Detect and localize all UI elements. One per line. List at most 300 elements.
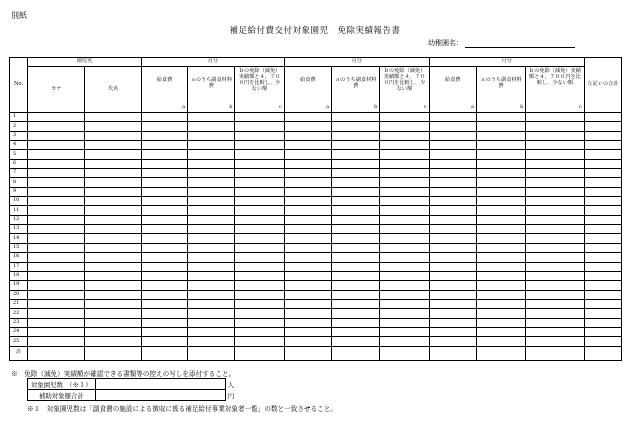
table-cell[interactable]: [332, 178, 380, 187]
table-cell[interactable]: [28, 178, 85, 187]
table-cell[interactable]: [28, 234, 85, 243]
table-cell[interactable]: [188, 262, 235, 271]
table-cell[interactable]: [380, 122, 429, 131]
table-cell[interactable]: [141, 141, 187, 150]
table-cell[interactable]: [526, 113, 584, 122]
table-cell[interactable]: [476, 197, 525, 206]
table-cell[interactable]: [284, 178, 331, 187]
table-cell[interactable]: [141, 262, 187, 271]
table-cell[interactable]: [188, 122, 235, 131]
table-cell[interactable]: [526, 169, 584, 178]
table-cell[interactable]: [141, 197, 187, 206]
table-cell[interactable]: [584, 225, 621, 234]
table-cell[interactable]: [429, 262, 476, 271]
table-cell[interactable]: [235, 197, 284, 206]
table-cell[interactable]: [380, 141, 429, 150]
table-cell[interactable]: [141, 131, 187, 140]
table-cell[interactable]: [476, 141, 525, 150]
table-cell[interactable]: [85, 159, 141, 168]
table-cell[interactable]: [332, 327, 380, 336]
table-cell[interactable]: [380, 281, 429, 290]
table-cell[interactable]: [380, 159, 429, 168]
table-cell[interactable]: [429, 197, 476, 206]
table-cell[interactable]: [188, 318, 235, 327]
table-cell[interactable]: [584, 150, 621, 159]
table-cell[interactable]: [85, 243, 141, 252]
table-cell[interactable]: [476, 206, 525, 215]
table-cell[interactable]: [429, 178, 476, 187]
table-cell[interactable]: [28, 262, 85, 271]
table-cell[interactable]: [380, 253, 429, 262]
table-cell[interactable]: [429, 159, 476, 168]
table-cell[interactable]: [476, 159, 525, 168]
table-cell[interactable]: [141, 122, 187, 131]
table-cell[interactable]: [584, 271, 621, 280]
table-cell[interactable]: [332, 271, 380, 280]
table-cell[interactable]: [476, 327, 525, 336]
table-cell[interactable]: [188, 215, 235, 224]
total-cell[interactable]: [476, 346, 525, 360]
table-cell[interactable]: [380, 187, 429, 196]
table-cell[interactable]: [380, 150, 429, 159]
table-cell[interactable]: [584, 169, 621, 178]
table-cell[interactable]: [332, 318, 380, 327]
table-cell[interactable]: [476, 318, 525, 327]
table-cell[interactable]: [380, 113, 429, 122]
table-cell[interactable]: [332, 262, 380, 271]
table-cell[interactable]: [380, 169, 429, 178]
table-cell[interactable]: [584, 327, 621, 336]
table-cell[interactable]: [476, 113, 525, 122]
table-cell[interactable]: [332, 243, 380, 252]
table-cell[interactable]: [141, 327, 187, 336]
table-cell[interactable]: [332, 159, 380, 168]
table-cell[interactable]: [584, 113, 621, 122]
table-cell[interactable]: [526, 159, 584, 168]
table-cell[interactable]: [235, 318, 284, 327]
table-cell[interactable]: [380, 131, 429, 140]
table-cell[interactable]: [526, 327, 584, 336]
table-cell[interactable]: [584, 253, 621, 262]
table-cell[interactable]: [28, 225, 85, 234]
table-cell[interactable]: [429, 225, 476, 234]
table-cell[interactable]: [476, 271, 525, 280]
table-cell[interactable]: [429, 318, 476, 327]
table-cell[interactable]: [332, 206, 380, 215]
table-cell[interactable]: [380, 262, 429, 271]
table-cell[interactable]: [235, 337, 284, 346]
table-cell[interactable]: [476, 262, 525, 271]
total-cell[interactable]: [235, 346, 284, 360]
table-cell[interactable]: [141, 225, 187, 234]
table-cell[interactable]: [476, 169, 525, 178]
total-cell[interactable]: [141, 346, 187, 360]
table-cell[interactable]: [284, 225, 331, 234]
table-cell[interactable]: [584, 215, 621, 224]
table-cell[interactable]: [85, 281, 141, 290]
table-cell[interactable]: [584, 299, 621, 308]
table-cell[interactable]: [85, 150, 141, 159]
table-cell[interactable]: [85, 337, 141, 346]
table-cell[interactable]: [188, 131, 235, 140]
table-cell[interactable]: [584, 281, 621, 290]
table-cell[interactable]: [141, 159, 187, 168]
table-cell[interactable]: [429, 206, 476, 215]
table-cell[interactable]: [141, 234, 187, 243]
table-cell[interactable]: [584, 159, 621, 168]
table-cell[interactable]: [85, 178, 141, 187]
table-cell[interactable]: [284, 299, 331, 308]
table-cell[interactable]: [476, 187, 525, 196]
table-cell[interactable]: [584, 197, 621, 206]
table-cell[interactable]: [235, 150, 284, 159]
table-cell[interactable]: [235, 159, 284, 168]
table-cell[interactable]: [429, 327, 476, 336]
table-cell[interactable]: [85, 290, 141, 299]
table-cell[interactable]: [584, 337, 621, 346]
kindergarten-name-input-line[interactable]: [465, 38, 575, 48]
table-cell[interactable]: [284, 113, 331, 122]
table-cell[interactable]: [28, 169, 85, 178]
table-cell[interactable]: [188, 225, 235, 234]
table-cell[interactable]: [332, 113, 380, 122]
total-cell[interactable]: [284, 346, 331, 360]
table-cell[interactable]: [85, 215, 141, 224]
table-cell[interactable]: [188, 290, 235, 299]
table-cell[interactable]: [332, 215, 380, 224]
table-cell[interactable]: [526, 122, 584, 131]
table-cell[interactable]: [429, 169, 476, 178]
table-cell[interactable]: [141, 290, 187, 299]
table-cell[interactable]: [235, 299, 284, 308]
table-cell[interactable]: [429, 141, 476, 150]
table-cell[interactable]: [526, 281, 584, 290]
table-cell[interactable]: [584, 309, 621, 318]
table-cell[interactable]: [429, 253, 476, 262]
table-cell[interactable]: [85, 225, 141, 234]
table-cell[interactable]: [584, 141, 621, 150]
table-cell[interactable]: [235, 187, 284, 196]
table-cell[interactable]: [380, 290, 429, 299]
table-cell[interactable]: [235, 169, 284, 178]
table-cell[interactable]: [526, 187, 584, 196]
table-cell[interactable]: [429, 215, 476, 224]
table-cell[interactable]: [526, 141, 584, 150]
table-cell[interactable]: [85, 187, 141, 196]
table-cell[interactable]: [28, 215, 85, 224]
table-cell[interactable]: [476, 253, 525, 262]
table-cell[interactable]: [476, 150, 525, 159]
table-cell[interactable]: [380, 309, 429, 318]
table-cell[interactable]: [284, 187, 331, 196]
table-cell[interactable]: [380, 271, 429, 280]
total-cell[interactable]: [429, 346, 476, 360]
table-cell[interactable]: [284, 150, 331, 159]
table-cell[interactable]: [28, 271, 85, 280]
table-cell[interactable]: [332, 141, 380, 150]
table-cell[interactable]: [526, 225, 584, 234]
table-cell[interactable]: [526, 309, 584, 318]
table-cell[interactable]: [235, 141, 284, 150]
table-cell[interactable]: [235, 206, 284, 215]
table-cell[interactable]: [476, 234, 525, 243]
table-cell[interactable]: [284, 215, 331, 224]
table-cell[interactable]: [188, 178, 235, 187]
table-cell[interactable]: [28, 337, 85, 346]
table-cell[interactable]: [284, 271, 331, 280]
table-cell[interactable]: [429, 122, 476, 131]
table-cell[interactable]: [332, 281, 380, 290]
table-cell[interactable]: [28, 299, 85, 308]
table-cell[interactable]: [476, 225, 525, 234]
table-cell[interactable]: [235, 234, 284, 243]
table-cell[interactable]: [235, 262, 284, 271]
table-cell[interactable]: [28, 131, 85, 140]
table-cell[interactable]: [235, 122, 284, 131]
table-cell[interactable]: [429, 337, 476, 346]
table-cell[interactable]: [188, 141, 235, 150]
table-cell[interactable]: [28, 327, 85, 336]
table-cell[interactable]: [526, 178, 584, 187]
table-cell[interactable]: [284, 159, 331, 168]
table-cell[interactable]: [85, 318, 141, 327]
table-cell[interactable]: [429, 131, 476, 140]
table-cell[interactable]: [380, 197, 429, 206]
table-cell[interactable]: [188, 206, 235, 215]
table-cell[interactable]: [332, 253, 380, 262]
table-cell[interactable]: [584, 178, 621, 187]
table-cell[interactable]: [332, 122, 380, 131]
table-cell[interactable]: [235, 225, 284, 234]
table-cell[interactable]: [85, 131, 141, 140]
table-cell[interactable]: [85, 122, 141, 131]
table-cell[interactable]: [188, 327, 235, 336]
table-cell[interactable]: [526, 197, 584, 206]
table-cell[interactable]: [141, 243, 187, 252]
table-cell[interactable]: [28, 122, 85, 131]
table-cell[interactable]: [235, 327, 284, 336]
table-cell[interactable]: [188, 187, 235, 196]
table-cell[interactable]: [235, 281, 284, 290]
total-cell[interactable]: [584, 346, 621, 360]
table-cell[interactable]: [584, 206, 621, 215]
table-cell[interactable]: [526, 206, 584, 215]
table-cell[interactable]: [429, 243, 476, 252]
table-cell[interactable]: [85, 169, 141, 178]
table-cell[interactable]: [284, 327, 331, 336]
table-cell[interactable]: [28, 281, 85, 290]
table-cell[interactable]: [188, 271, 235, 280]
table-cell[interactable]: [85, 141, 141, 150]
total-cell[interactable]: [380, 346, 429, 360]
table-cell[interactable]: [28, 309, 85, 318]
table-cell[interactable]: [476, 290, 525, 299]
table-cell[interactable]: [235, 178, 284, 187]
table-cell[interactable]: [429, 271, 476, 280]
table-cell[interactable]: [188, 197, 235, 206]
table-cell[interactable]: [28, 113, 85, 122]
table-cell[interactable]: [188, 243, 235, 252]
table-cell[interactable]: [526, 299, 584, 308]
table-cell[interactable]: [141, 271, 187, 280]
table-cell[interactable]: [332, 309, 380, 318]
table-cell[interactable]: [284, 206, 331, 215]
table-cell[interactable]: [284, 169, 331, 178]
table-cell[interactable]: [526, 262, 584, 271]
table-cell[interactable]: [235, 253, 284, 262]
table-cell[interactable]: [28, 187, 85, 196]
table-cell[interactable]: [85, 234, 141, 243]
table-cell[interactable]: [28, 290, 85, 299]
table-cell[interactable]: [380, 243, 429, 252]
table-cell[interactable]: [28, 150, 85, 159]
table-cell[interactable]: [188, 309, 235, 318]
table-cell[interactable]: [85, 271, 141, 280]
table-cell[interactable]: [284, 290, 331, 299]
table-cell[interactable]: [526, 150, 584, 159]
total-cell[interactable]: [28, 346, 85, 360]
table-cell[interactable]: [28, 159, 85, 168]
table-cell[interactable]: [284, 337, 331, 346]
table-cell[interactable]: [476, 281, 525, 290]
table-cell[interactable]: [28, 141, 85, 150]
total-cell[interactable]: [188, 346, 235, 360]
table-cell[interactable]: [141, 150, 187, 159]
table-cell[interactable]: [380, 318, 429, 327]
table-cell[interactable]: [284, 318, 331, 327]
table-cell[interactable]: [284, 234, 331, 243]
table-cell[interactable]: [584, 187, 621, 196]
table-cell[interactable]: [188, 253, 235, 262]
table-cell[interactable]: [380, 178, 429, 187]
target-count-field[interactable]: [95, 379, 225, 390]
table-cell[interactable]: [332, 131, 380, 140]
table-cell[interactable]: [284, 122, 331, 131]
table-cell[interactable]: [85, 309, 141, 318]
table-cell[interactable]: [85, 299, 141, 308]
table-cell[interactable]: [332, 187, 380, 196]
table-cell[interactable]: [141, 299, 187, 308]
table-cell[interactable]: [28, 318, 85, 327]
table-cell[interactable]: [476, 299, 525, 308]
table-cell[interactable]: [584, 131, 621, 140]
table-cell[interactable]: [141, 206, 187, 215]
table-cell[interactable]: [85, 327, 141, 336]
table-cell[interactable]: [284, 309, 331, 318]
table-cell[interactable]: [141, 169, 187, 178]
table-cell[interactable]: [429, 290, 476, 299]
table-cell[interactable]: [235, 131, 284, 140]
table-cell[interactable]: [85, 253, 141, 262]
table-cell[interactable]: [235, 290, 284, 299]
table-cell[interactable]: [429, 113, 476, 122]
table-cell[interactable]: [380, 215, 429, 224]
total-cell[interactable]: [332, 346, 380, 360]
table-cell[interactable]: [188, 169, 235, 178]
table-cell[interactable]: [526, 215, 584, 224]
table-cell[interactable]: [584, 290, 621, 299]
table-cell[interactable]: [188, 281, 235, 290]
table-cell[interactable]: [284, 281, 331, 290]
table-cell[interactable]: [476, 337, 525, 346]
table-cell[interactable]: [584, 122, 621, 131]
table-cell[interactable]: [28, 253, 85, 262]
table-cell[interactable]: [332, 337, 380, 346]
table-cell[interactable]: [284, 141, 331, 150]
table-cell[interactable]: [141, 215, 187, 224]
total-cell[interactable]: [526, 346, 584, 360]
table-cell[interactable]: [380, 327, 429, 336]
table-cell[interactable]: [380, 337, 429, 346]
table-cell[interactable]: [141, 178, 187, 187]
table-cell[interactable]: [235, 271, 284, 280]
table-cell[interactable]: [429, 234, 476, 243]
table-cell[interactable]: [476, 309, 525, 318]
table-cell[interactable]: [429, 299, 476, 308]
table-cell[interactable]: [235, 309, 284, 318]
table-cell[interactable]: [284, 131, 331, 140]
table-cell[interactable]: [429, 309, 476, 318]
table-cell[interactable]: [476, 215, 525, 224]
table-cell[interactable]: [188, 234, 235, 243]
table-cell[interactable]: [380, 234, 429, 243]
table-cell[interactable]: [188, 159, 235, 168]
table-cell[interactable]: [526, 271, 584, 280]
table-cell[interactable]: [332, 150, 380, 159]
table-cell[interactable]: [141, 309, 187, 318]
table-cell[interactable]: [85, 113, 141, 122]
table-cell[interactable]: [526, 337, 584, 346]
table-cell[interactable]: [526, 290, 584, 299]
table-cell[interactable]: [85, 197, 141, 206]
table-cell[interactable]: [235, 113, 284, 122]
table-cell[interactable]: [141, 281, 187, 290]
table-cell[interactable]: [476, 178, 525, 187]
total-cell[interactable]: [85, 346, 141, 360]
table-cell[interactable]: [284, 253, 331, 262]
table-cell[interactable]: [332, 290, 380, 299]
table-cell[interactable]: [332, 299, 380, 308]
table-cell[interactable]: [188, 299, 235, 308]
table-cell[interactable]: [584, 318, 621, 327]
table-cell[interactable]: [28, 197, 85, 206]
table-cell[interactable]: [85, 262, 141, 271]
table-cell[interactable]: [235, 215, 284, 224]
table-cell[interactable]: [141, 187, 187, 196]
table-cell[interactable]: [476, 122, 525, 131]
table-cell[interactable]: [476, 243, 525, 252]
table-cell[interactable]: [380, 299, 429, 308]
table-cell[interactable]: [332, 225, 380, 234]
table-cell[interactable]: [584, 234, 621, 243]
table-cell[interactable]: [141, 253, 187, 262]
subsidy-total-field[interactable]: [95, 390, 225, 401]
table-cell[interactable]: [28, 243, 85, 252]
table-cell[interactable]: [235, 243, 284, 252]
table-cell[interactable]: [526, 253, 584, 262]
table-cell[interactable]: [332, 169, 380, 178]
table-cell[interactable]: [526, 243, 584, 252]
table-cell[interactable]: [188, 337, 235, 346]
table-cell[interactable]: [526, 318, 584, 327]
table-cell[interactable]: [284, 262, 331, 271]
table-cell[interactable]: [429, 281, 476, 290]
table-cell[interactable]: [85, 206, 141, 215]
table-cell[interactable]: [141, 113, 187, 122]
table-cell[interactable]: [380, 225, 429, 234]
table-cell[interactable]: [476, 131, 525, 140]
table-cell[interactable]: [526, 234, 584, 243]
